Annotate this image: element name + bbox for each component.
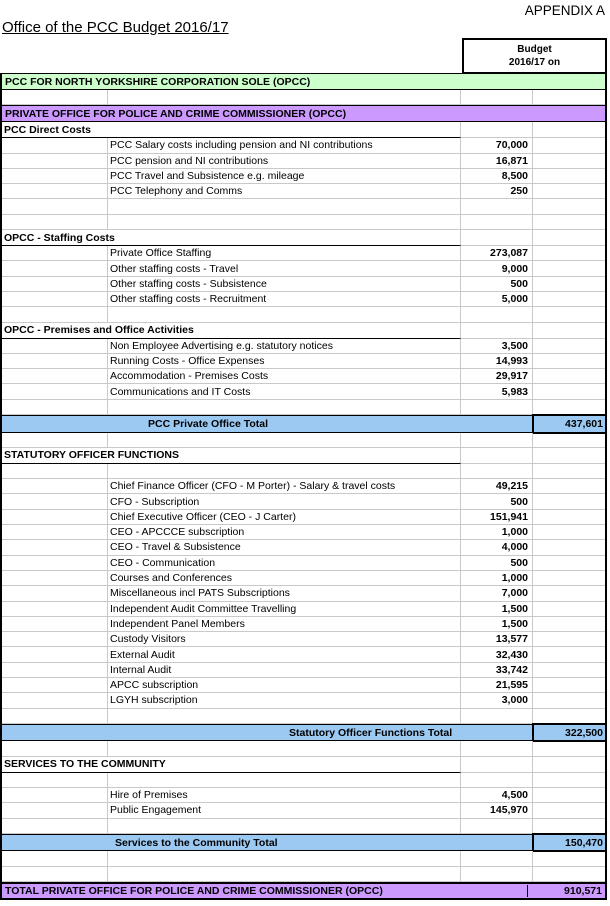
item-label: PCC Salary costs including pension and NI contributions bbox=[108, 138, 461, 152]
budget-item-row bbox=[2, 354, 605, 369]
budget-item-row bbox=[2, 261, 605, 276]
budget-cell-empty bbox=[461, 757, 533, 773]
budget-item-row bbox=[2, 647, 605, 662]
spacer-cell bbox=[533, 867, 605, 881]
blank-row bbox=[2, 215, 605, 230]
item-value: 29,917 bbox=[461, 369, 533, 383]
budget-item-row bbox=[2, 803, 605, 818]
total-cell-empty bbox=[533, 510, 605, 524]
spacer-cell bbox=[2, 525, 108, 539]
item-value: 145,970 bbox=[461, 803, 533, 817]
spacer-cell bbox=[461, 400, 533, 414]
spacer-cell bbox=[461, 851, 533, 865]
spacer-cell bbox=[2, 292, 108, 306]
budget-cell-empty bbox=[461, 122, 533, 138]
item-label: Other staffing costs - Travel bbox=[108, 261, 461, 275]
total-cell-empty bbox=[533, 788, 605, 802]
total-cell-empty bbox=[533, 663, 605, 677]
item-label: Chief Finance Officer (CFO - M Porter) - Salary & travel costs bbox=[108, 479, 461, 493]
blank-row bbox=[2, 819, 605, 834]
spacer-cell bbox=[2, 617, 108, 631]
item-label: Public Engagement bbox=[108, 803, 461, 817]
item-value: 1,000 bbox=[461, 525, 533, 539]
budget-cell-empty bbox=[461, 448, 533, 464]
spacer-cell bbox=[2, 400, 108, 414]
spacer-cell bbox=[2, 90, 108, 104]
item-value: 9,000 bbox=[461, 261, 533, 275]
item-label: Independent Panel Members bbox=[108, 617, 461, 631]
item-label: PCC Telephony and Comms bbox=[108, 184, 461, 198]
total-cell-empty bbox=[533, 693, 605, 707]
budget-item-row bbox=[2, 369, 605, 384]
item-label: CFO - Subscription bbox=[108, 494, 461, 508]
budget-column-header-line2: 2016/17 on bbox=[508, 57, 561, 68]
spacer-cell bbox=[461, 464, 533, 478]
total-cell-empty bbox=[533, 154, 605, 168]
spacer-cell bbox=[2, 479, 108, 493]
budget-column-header-line1: Budget bbox=[517, 44, 552, 55]
item-value: 500 bbox=[461, 277, 533, 291]
spacer-cell bbox=[108, 709, 461, 723]
spacer-cell bbox=[2, 709, 108, 723]
total-cell-empty bbox=[533, 246, 605, 260]
section-row bbox=[2, 122, 605, 138]
item-value: 70,000 bbox=[461, 138, 533, 152]
total-cell-empty bbox=[533, 678, 605, 692]
spacer-cell bbox=[2, 602, 108, 616]
spacer-cell bbox=[108, 773, 461, 787]
spacer-cell bbox=[2, 339, 108, 353]
spacer-cell bbox=[2, 154, 108, 168]
spacer-cell bbox=[2, 586, 108, 600]
budget-item-row bbox=[2, 556, 605, 571]
total-cell-empty bbox=[533, 479, 605, 493]
spacer-cell bbox=[108, 215, 461, 229]
item-value: 8,500 bbox=[461, 169, 533, 183]
spacer-cell bbox=[461, 307, 533, 321]
spacer-cell bbox=[2, 307, 108, 321]
total-cell-empty bbox=[533, 339, 605, 353]
spacer-cell bbox=[2, 464, 108, 478]
spacer-cell bbox=[2, 169, 108, 183]
budget-table bbox=[0, 73, 607, 900]
total-cell-empty bbox=[533, 647, 605, 661]
total-cell-empty bbox=[533, 184, 605, 198]
spacer-cell bbox=[2, 184, 108, 198]
spacer-cell bbox=[2, 138, 108, 152]
spacer-cell bbox=[533, 709, 605, 723]
budget-item-row bbox=[2, 384, 605, 399]
item-value: 250 bbox=[461, 184, 533, 198]
item-label: Courses and Conferences bbox=[108, 571, 461, 585]
spacer-cell bbox=[108, 464, 461, 478]
subtotal-label: Statutory Officer Functions Total bbox=[289, 726, 453, 739]
total-cell-empty bbox=[533, 261, 605, 275]
spacer-cell bbox=[108, 867, 461, 881]
blank-row bbox=[2, 741, 605, 756]
section-row bbox=[2, 448, 605, 464]
item-label: Internal Audit bbox=[108, 663, 461, 677]
spacer-cell bbox=[108, 90, 461, 104]
item-value: 500 bbox=[461, 494, 533, 508]
section-label: OPCC - Staffing Costs bbox=[2, 230, 461, 246]
budget-item-row bbox=[2, 510, 605, 525]
item-value: 5,000 bbox=[461, 292, 533, 306]
blank-row bbox=[2, 851, 605, 866]
total-cell-empty bbox=[533, 230, 605, 246]
spacer-cell bbox=[2, 819, 108, 833]
spacer-cell bbox=[2, 663, 108, 677]
total-cell-empty bbox=[533, 803, 605, 817]
total-cell-empty bbox=[533, 369, 605, 383]
item-label: Other staffing costs - Recruitment bbox=[108, 292, 461, 306]
section-label: STATUTORY OFFICER FUNCTIONS bbox=[2, 448, 461, 464]
total-cell-empty bbox=[533, 525, 605, 539]
total-cell-empty bbox=[533, 138, 605, 152]
item-value: 7,000 bbox=[461, 586, 533, 600]
total-cell-empty bbox=[533, 122, 605, 138]
total-cell-empty bbox=[533, 494, 605, 508]
budget-item-row bbox=[2, 617, 605, 632]
item-value: 1,000 bbox=[461, 571, 533, 585]
budget-cell-empty bbox=[461, 230, 533, 246]
private-office-band bbox=[2, 105, 605, 122]
section-label: SERVICES TO THE COMMUNITY bbox=[2, 757, 461, 773]
total-cell-empty bbox=[533, 169, 605, 183]
total-cell-empty bbox=[533, 602, 605, 616]
item-label: APCC subscription bbox=[108, 678, 461, 692]
budget-item-row bbox=[2, 663, 605, 678]
spacer-cell bbox=[108, 819, 461, 833]
item-value: 1,500 bbox=[461, 602, 533, 616]
spacer-cell bbox=[2, 851, 108, 865]
spacer-cell bbox=[2, 494, 108, 508]
item-label: Communications and IT Costs bbox=[108, 384, 461, 398]
total-cell-empty bbox=[533, 586, 605, 600]
budget-item-row bbox=[2, 586, 605, 601]
item-value: 32,430 bbox=[461, 647, 533, 661]
item-label: Non Employee Advertising e.g. statutory notices bbox=[108, 339, 461, 353]
item-label: CEO - Travel & Subsistence bbox=[108, 540, 461, 554]
spacer-cell bbox=[533, 741, 605, 755]
budget-item-row bbox=[2, 169, 605, 184]
budget-item-row bbox=[2, 678, 605, 693]
total-cell-empty bbox=[533, 277, 605, 291]
spacer-cell bbox=[533, 773, 605, 787]
item-label: PCC Travel and Subsistence e.g. mileage bbox=[108, 169, 461, 183]
spacer-cell bbox=[2, 803, 108, 817]
section-row bbox=[2, 230, 605, 246]
section-label: PCC Direct Costs bbox=[2, 122, 461, 138]
item-label: Running Costs - Office Expenses bbox=[108, 354, 461, 368]
total-cell-empty bbox=[533, 448, 605, 464]
item-label: CEO - APCCCE subscription bbox=[108, 525, 461, 539]
spacer-cell bbox=[533, 307, 605, 321]
budget-item-row bbox=[2, 154, 605, 169]
budget-item-row bbox=[2, 571, 605, 586]
item-label: Custody Visitors bbox=[108, 632, 461, 646]
spacer-cell bbox=[2, 647, 108, 661]
item-value: 3,000 bbox=[461, 693, 533, 707]
blank-row bbox=[2, 867, 605, 882]
subtotal-label: Services to the Community Total bbox=[115, 836, 278, 849]
spacer-cell bbox=[2, 571, 108, 585]
corporation-sole-band bbox=[2, 73, 605, 90]
budget-item-row bbox=[2, 525, 605, 540]
subtotal-value: 150,470 bbox=[532, 833, 607, 853]
spacer-cell bbox=[2, 384, 108, 398]
spacer-cell bbox=[108, 400, 461, 414]
budget-item-row bbox=[2, 246, 605, 261]
item-value: 14,993 bbox=[461, 354, 533, 368]
section-row bbox=[2, 323, 605, 339]
spacer-cell bbox=[2, 788, 108, 802]
item-value: 5,983 bbox=[461, 384, 533, 398]
total-cell-empty bbox=[533, 617, 605, 631]
spacer-cell bbox=[2, 277, 108, 291]
spacer-cell bbox=[2, 773, 108, 787]
total-cell-empty bbox=[533, 757, 605, 773]
budget-column-header bbox=[462, 38, 607, 74]
spacer-cell bbox=[533, 199, 605, 213]
item-value: 21,595 bbox=[461, 678, 533, 692]
spacer-cell bbox=[461, 199, 533, 213]
spacer-cell bbox=[461, 433, 533, 447]
item-label: Miscellaneous incl PATS Subscriptions bbox=[108, 586, 461, 600]
subtotal-row bbox=[2, 724, 605, 742]
blank-row bbox=[2, 307, 605, 322]
spacer-cell bbox=[533, 464, 605, 478]
spacer-cell bbox=[2, 261, 108, 275]
page-title: Office of the PCC Budget 2016/17 bbox=[2, 19, 229, 36]
spacer-cell bbox=[533, 851, 605, 865]
item-value: 4,000 bbox=[461, 540, 533, 554]
appendix-label: APPENDIX A bbox=[524, 3, 605, 18]
item-value: 16,871 bbox=[461, 154, 533, 168]
budget-item-row bbox=[2, 693, 605, 708]
budget-item-row bbox=[2, 292, 605, 307]
budget-item-row bbox=[2, 479, 605, 494]
spacer-cell bbox=[108, 851, 461, 865]
item-value: 151,941 bbox=[461, 510, 533, 524]
total-cell-empty bbox=[533, 540, 605, 554]
spacer-cell bbox=[533, 400, 605, 414]
item-label: Private Office Staffing bbox=[108, 246, 461, 260]
item-label: Hire of Premises bbox=[108, 788, 461, 802]
spacer-cell bbox=[533, 433, 605, 447]
spacer-cell bbox=[108, 307, 461, 321]
section-row bbox=[2, 757, 605, 773]
total-cell-empty bbox=[533, 571, 605, 585]
item-label: PCC pension and NI contributions bbox=[108, 154, 461, 168]
item-label: Independent Audit Committee Travelling bbox=[108, 602, 461, 616]
spacer-cell bbox=[108, 433, 461, 447]
spacer-cell bbox=[461, 90, 533, 104]
spacer-cell bbox=[533, 90, 605, 104]
spacer-cell bbox=[2, 556, 108, 570]
item-label: Accommodation - Premises Costs bbox=[108, 369, 461, 383]
spacer-cell bbox=[2, 510, 108, 524]
spacer-cell bbox=[2, 199, 108, 213]
blank-row bbox=[2, 199, 605, 214]
budget-item-row bbox=[2, 138, 605, 153]
spacer-cell bbox=[461, 709, 533, 723]
spacer-cell bbox=[2, 369, 108, 383]
band-label: PCC FOR NORTH YORKSHIRE CORPORATION SOLE (OPCC) bbox=[5, 75, 311, 88]
budget-item-row bbox=[2, 339, 605, 354]
total-cell-empty bbox=[533, 292, 605, 306]
spacer-cell bbox=[533, 819, 605, 833]
spacer-cell bbox=[2, 693, 108, 707]
item-label: CEO - Communication bbox=[108, 556, 461, 570]
item-value: 500 bbox=[461, 556, 533, 570]
subtotal-value: 322,500 bbox=[532, 723, 607, 743]
total-cell-empty bbox=[533, 556, 605, 570]
subtotal-label: PCC Private Office Total bbox=[148, 417, 269, 430]
spacer-cell bbox=[108, 199, 461, 213]
spacer-cell bbox=[2, 433, 108, 447]
blank-row bbox=[2, 464, 605, 479]
spacer-cell bbox=[2, 741, 108, 755]
blank-row bbox=[2, 709, 605, 724]
budget-cell-empty bbox=[461, 323, 533, 339]
section-label: OPCC - Premises and Office Activities bbox=[2, 323, 461, 339]
budget-item-row bbox=[2, 632, 605, 647]
item-label: Other staffing costs - Subsistence bbox=[108, 277, 461, 291]
spacer-cell bbox=[2, 354, 108, 368]
budget-item-row bbox=[2, 540, 605, 555]
spacer-cell bbox=[533, 215, 605, 229]
grand-total-label: TOTAL PRIVATE OFFICE FOR POLICE AND CRIME COMMISSIONER (OPCC) bbox=[5, 884, 383, 897]
subtotal-row bbox=[2, 834, 605, 852]
item-value: 13,577 bbox=[461, 632, 533, 646]
item-label: Chief Executive Officer (CEO - J Carter) bbox=[108, 510, 461, 524]
spacer-cell bbox=[2, 540, 108, 554]
budget-item-row bbox=[2, 184, 605, 199]
budget-item-row bbox=[2, 277, 605, 292]
spacer-cell bbox=[2, 678, 108, 692]
item-value: 273,087 bbox=[461, 246, 533, 260]
spacer-cell bbox=[108, 741, 461, 755]
spacer-cell bbox=[461, 867, 533, 881]
subtotal-value: 437,601 bbox=[532, 414, 607, 434]
budget-item-row bbox=[2, 602, 605, 617]
budget-item-row bbox=[2, 494, 605, 509]
total-cell-empty bbox=[533, 384, 605, 398]
item-value: 49,215 bbox=[461, 479, 533, 493]
item-value: 4,500 bbox=[461, 788, 533, 802]
spacer-cell bbox=[2, 632, 108, 646]
item-value: 1,500 bbox=[461, 617, 533, 631]
blank-row bbox=[2, 400, 605, 415]
spacer-cell bbox=[461, 773, 533, 787]
blank-row bbox=[2, 90, 605, 105]
spacer-cell bbox=[2, 246, 108, 260]
spacer-cell bbox=[461, 819, 533, 833]
total-cell-empty bbox=[533, 632, 605, 646]
item-value: 33,742 bbox=[461, 663, 533, 677]
blank-row bbox=[2, 433, 605, 448]
subtotal-row bbox=[2, 415, 605, 433]
spacer-cell bbox=[2, 867, 108, 881]
grand-total-row bbox=[2, 882, 605, 900]
spacer-cell bbox=[2, 215, 108, 229]
blank-row bbox=[2, 773, 605, 788]
item-label: External Audit bbox=[108, 647, 461, 661]
item-value: 3,500 bbox=[461, 339, 533, 353]
grand-total-value: 910,571 bbox=[527, 885, 605, 897]
item-label: LGYH subscription bbox=[108, 693, 461, 707]
spacer-cell bbox=[461, 215, 533, 229]
budget-item-row bbox=[2, 788, 605, 803]
total-cell-empty bbox=[533, 354, 605, 368]
total-cell-empty bbox=[533, 323, 605, 339]
band-label: PRIVATE OFFICE FOR POLICE AND CRIME COMMISSIONER (OPCC) bbox=[5, 107, 347, 120]
spacer-cell bbox=[461, 741, 533, 755]
